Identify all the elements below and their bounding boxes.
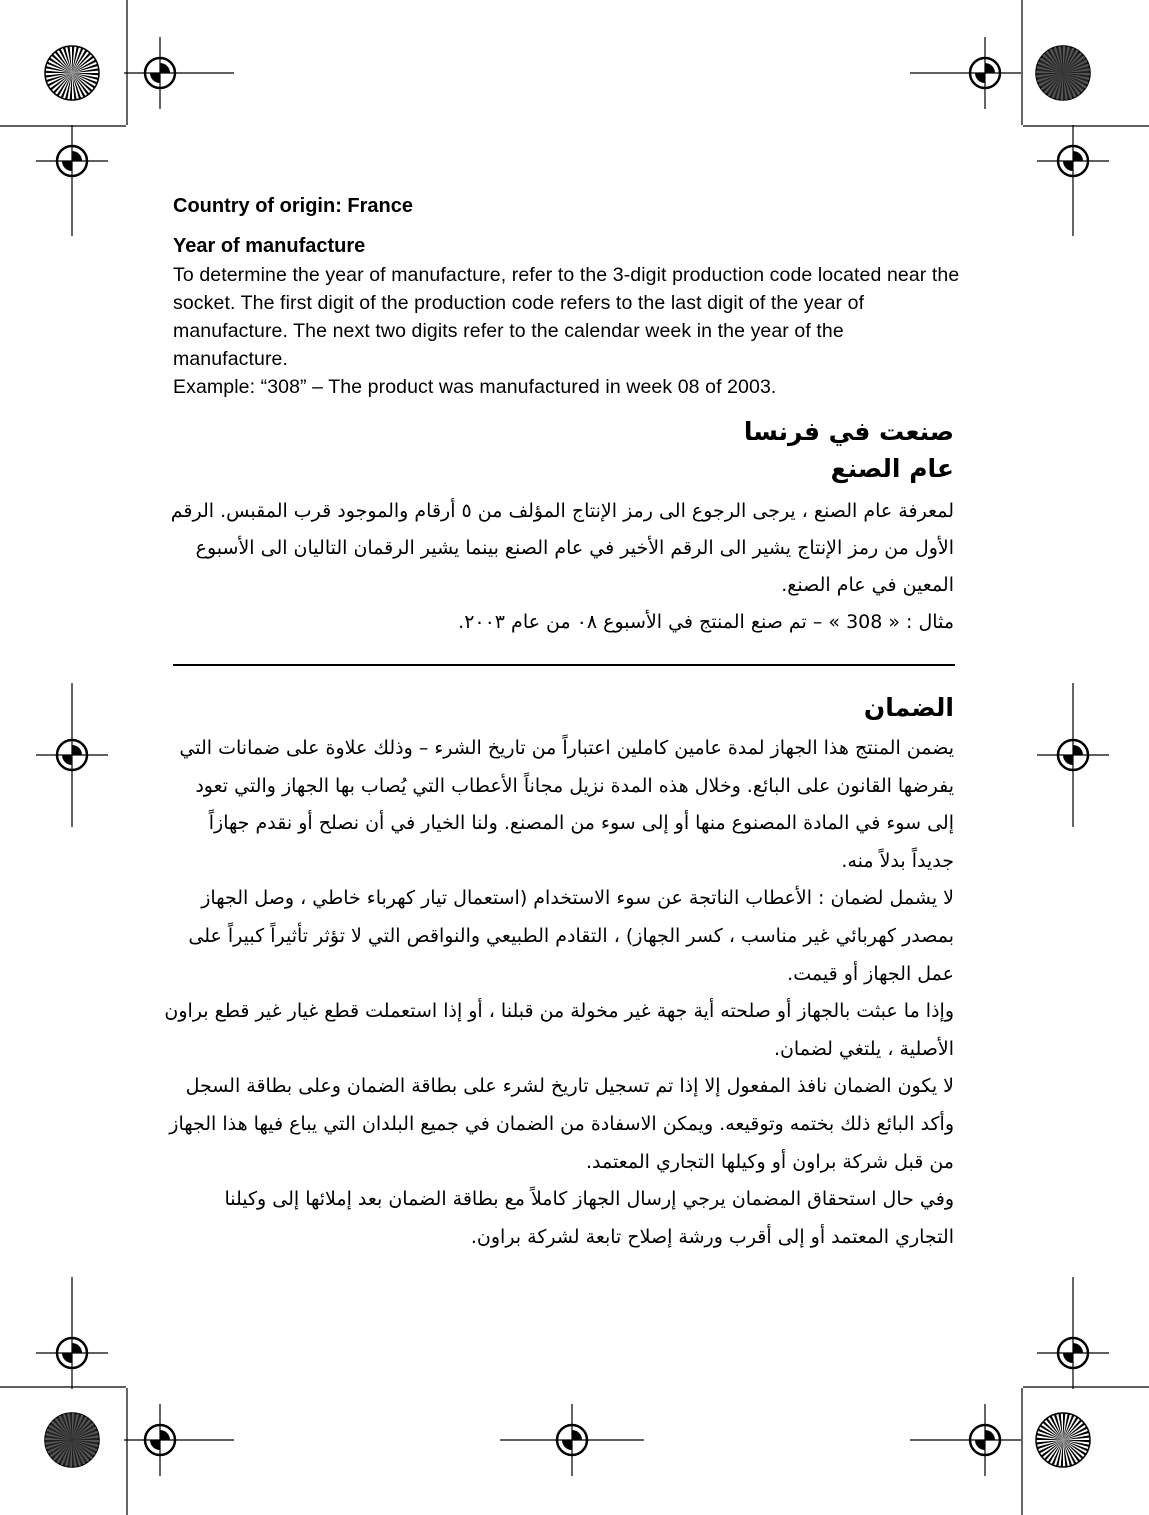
starburst-icon (45, 1413, 99, 1467)
registration-target-icon (949, 37, 1021, 109)
warranty-paragraph-5: وفي حال استحقاق المضمان يرجي إرسال الجهاز كاملاً مع بطاقة الضمان بعد إملائها إلى وكيلنا التجاري المعتمد أو إلى أقرب ورشة إصلاح تابعة لشركة براون. (224, 1188, 954, 1248)
registration-target-icon (124, 1404, 196, 1476)
year-paragraph: To determine the year of manufacture, refer to the 3-digit production code located near the socket. The first digit of the production code refers to the last digit of the year of manufacture. The next two digits refer to the calendar week in the year of the manufacture. (173, 264, 960, 370)
arabic-year-paragraph: لمعرفة عام الصنع ، يرجى الرجوع الى رمز الإنتاج المؤلف من ٥ أرقام والموجود قرب المقبس. الرقم الأول من رمز الإنتاج يشير الى الرقم الأخير في عام الصنع بينما يشير الرقمان التاليان الى الأسبوع المعين في عام الصنع. (170, 500, 954, 596)
country-of-origin-heading: Country of origin: France (173, 195, 413, 217)
registration-target-icon (124, 37, 196, 109)
registration-target-icon (536, 1404, 608, 1476)
arabic-country-heading: صنعت في فرنسا (743, 417, 954, 446)
warranty-body (164, 730, 954, 1256)
starburst-icon (45, 46, 99, 100)
registration-target-icon (1037, 719, 1109, 791)
english-body (173, 261, 963, 401)
registration-target-icon (36, 1317, 108, 1389)
registration-target-icon (1037, 125, 1109, 197)
starburst-icon (1036, 1413, 1090, 1467)
registration-target-icon (949, 1404, 1021, 1476)
warranty-paragraph-2: لا يشمل لضمان : الأعطاب الناتجة عن سوء الاستخدام (استعمال تيار كهرباء خاطي ، وصل الجهاز بمصدر كهربائي غير مناسب ، كسر الجهاز) ، التقادم الطبيعي والنواقص التي لا تؤثر تأثيراً كبيراً على عمل الجهاز أو قيمت. (188, 887, 954, 985)
warranty-paragraph-1: يضمن المنتج هذا الجهاز لمدة عامين كاملين اعتباراً من تاريخ الشرء – وذلك علاوة على ضمانات التي يفرضها القانون على البائع. وخلال هذه المدة نزيل مجاناً الأعطاب التي يُصاب بها الجهاز والتي تعود إلى سوء في المادة المصنوع منها أو إلى سوء من المصنع. ولنا الخيار في أن نصلح أو نقدم جهازاً جديداً بدلاً منه. (179, 737, 954, 872)
warranty-paragraph-4: لا يكون الضمان نافذ المفعول إلا إذا تم تسجيل تاريخ لشرء على بطاقة الضمان وعلى بطاقة السجل وأكد البائع ذلك بختمه وتوقيعه. ويمكن الاسفادة من الضمان في جميع البلدان التي يباع فيها هذا الجهاز من قبل شركة براون أو وكيلها التجاري المعتمد. (169, 1075, 954, 1173)
year-of-manufacture-heading: Year of manufacture (173, 235, 366, 257)
registration-target-icon (36, 125, 108, 197)
arabic-year-body (164, 493, 954, 641)
registration-target-icon (1037, 1317, 1109, 1389)
arabic-example-line: مثال : « 308 » – تم صنع المنتج في الأسبوع ٠٨ من عام ٢٠٠٣. (458, 611, 954, 633)
example-line: Example: “308” – The product was manufactured in week 08 of 2003. (173, 376, 777, 398)
arabic-year-heading: عام الصنع (830, 454, 954, 483)
warranty-paragraph-3: وإذا ما عبثت بالجهاز أو صلحته أية جهة غير مخولة من قبلنا ، أو إذا استعملت قطع غيار غير قطع براون الأصلية ، يلتغي لضمان. (164, 1000, 954, 1060)
registration-target-icon (36, 719, 108, 791)
section-divider (173, 664, 955, 666)
warranty-heading: الضمان (863, 693, 954, 722)
starburst-icon (1036, 46, 1090, 100)
